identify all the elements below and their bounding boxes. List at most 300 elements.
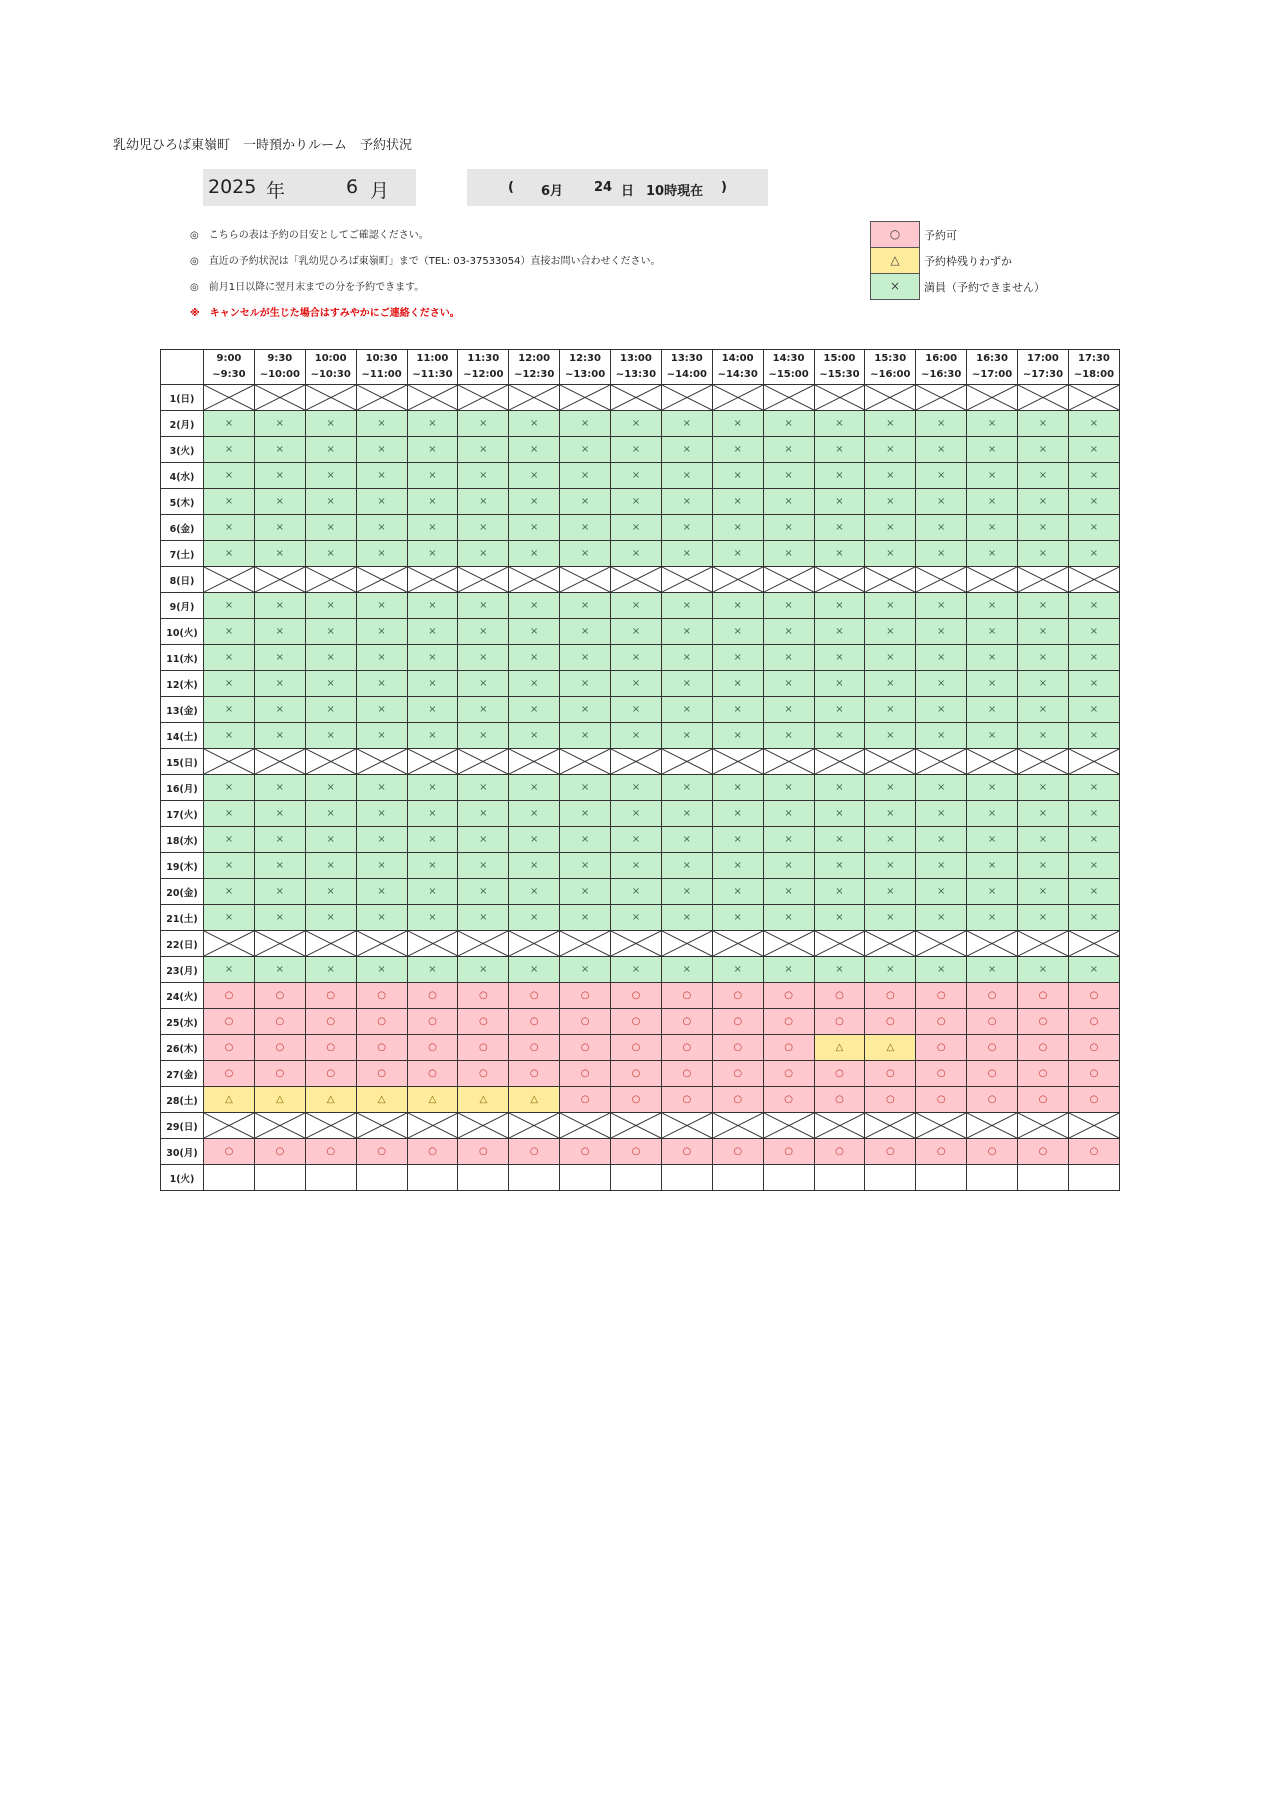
day-row: [161, 437, 1120, 463]
time-slot-start: 11:30: [467, 353, 500, 364]
slot-available: ○: [407, 1139, 458, 1165]
closed-cross-icon: [204, 385, 254, 410]
slot-available: ○: [814, 1009, 865, 1035]
slot-full: ×: [305, 827, 356, 853]
slot-full: ×: [356, 775, 407, 801]
slot-closed: [509, 1113, 560, 1139]
slot-full: ×: [1068, 463, 1119, 489]
slot-closed: [204, 749, 255, 775]
slot-available: ○: [1018, 1035, 1069, 1061]
slot-full: ×: [916, 879, 967, 905]
closed-cross-icon: [255, 1113, 305, 1138]
time-slot-start: 12:00: [518, 353, 551, 364]
slot-blank: [916, 1165, 967, 1191]
slot-full: ×: [458, 619, 509, 645]
slot-available: ○: [661, 1009, 712, 1035]
slot-available: ○: [560, 1139, 611, 1165]
closed-cross-icon: [1018, 567, 1068, 592]
slot-full: ×: [967, 619, 1018, 645]
slot-closed: [865, 931, 916, 957]
slot-full: ×: [865, 905, 916, 931]
time-slot-header: [814, 350, 865, 385]
slot-full: ×: [661, 463, 712, 489]
day-label: 20(金): [161, 879, 204, 905]
slot-blank: [814, 1165, 865, 1191]
slot-blank: [356, 1165, 407, 1191]
slot-full: ×: [967, 853, 1018, 879]
slot-full: ×: [814, 723, 865, 749]
day-row: [161, 697, 1120, 723]
slot-full: ×: [560, 905, 611, 931]
slot-full: ×: [254, 437, 305, 463]
slot-full: ×: [611, 671, 662, 697]
slot-full: ×: [712, 827, 763, 853]
slot-available: ○: [865, 1139, 916, 1165]
closed-cross-icon: [306, 1113, 356, 1138]
slot-full: ×: [560, 489, 611, 515]
note-item: ◎ こちらの表は予約の目安としてご確認ください。: [190, 230, 429, 241]
slot-available: ○: [814, 1061, 865, 1087]
closed-cross-icon: [967, 749, 1017, 774]
slot-closed: [814, 1113, 865, 1139]
slot-available: ○: [305, 1035, 356, 1061]
slot-closed: [1018, 385, 1069, 411]
slot-closed: [204, 1113, 255, 1139]
slot-full: ×: [967, 905, 1018, 931]
slot-closed: [814, 931, 865, 957]
closed-cross-icon: [255, 567, 305, 592]
slot-full: ×: [1018, 515, 1069, 541]
slot-full: ×: [560, 671, 611, 697]
slot-full: ×: [407, 671, 458, 697]
slot-closed: [1068, 385, 1119, 411]
closed-cross-icon: [967, 385, 1017, 410]
slot-full: ×: [356, 671, 407, 697]
slot-full: ×: [356, 723, 407, 749]
day-label: 22(日): [161, 931, 204, 957]
closed-cross-icon: [1018, 385, 1068, 410]
time-slot-end: ~14:30: [717, 369, 758, 380]
time-slot-header: [356, 350, 407, 385]
closed-cross-icon: [306, 931, 356, 956]
slot-full: ×: [967, 957, 1018, 983]
slot-full: ×: [814, 541, 865, 567]
slot-full: ×: [967, 801, 1018, 827]
slot-full: ×: [458, 463, 509, 489]
slot-full: ×: [967, 515, 1018, 541]
slot-blank: [305, 1165, 356, 1191]
slot-full: ×: [1018, 697, 1069, 723]
closed-cross-icon: [408, 931, 458, 956]
slot-closed: [712, 931, 763, 957]
closed-cross-icon: [815, 385, 865, 410]
year-value: 2025: [208, 176, 257, 198]
slot-few-left: △: [407, 1087, 458, 1113]
slot-available: ○: [204, 1009, 255, 1035]
day-row: [161, 931, 1120, 957]
slot-full: ×: [712, 463, 763, 489]
slot-full: ×: [458, 879, 509, 905]
slot-full: ×: [661, 853, 712, 879]
slot-closed: [509, 385, 560, 411]
slot-full: ×: [1018, 723, 1069, 749]
slot-full: ×: [305, 697, 356, 723]
slot-full: ×: [1018, 853, 1069, 879]
day-label: 29(日): [161, 1113, 204, 1139]
slot-full: ×: [254, 827, 305, 853]
day-row: [161, 1165, 1120, 1191]
slot-full: ×: [254, 619, 305, 645]
slot-full: ×: [661, 619, 712, 645]
closed-cross-icon: [255, 931, 305, 956]
slot-available: ○: [407, 1061, 458, 1087]
slot-available: ○: [611, 983, 662, 1009]
closed-cross-icon: [204, 749, 254, 774]
slot-blank: [865, 1165, 916, 1191]
slot-blank: [763, 1165, 814, 1191]
slot-full: ×: [305, 723, 356, 749]
slot-full: ×: [254, 905, 305, 931]
slot-full: ×: [814, 645, 865, 671]
slot-full: ×: [611, 411, 662, 437]
slot-available: ○: [611, 1061, 662, 1087]
slot-full: ×: [204, 775, 255, 801]
time-slot-start: 17:00: [1027, 353, 1059, 364]
slot-available: ○: [407, 983, 458, 1009]
time-slot-header: [916, 350, 967, 385]
slot-full: ×: [865, 593, 916, 619]
closed-cross-icon: [916, 1113, 966, 1138]
slot-full: ×: [916, 541, 967, 567]
slot-full: ×: [661, 437, 712, 463]
slot-available: ○: [1018, 1087, 1069, 1113]
slot-full: ×: [763, 619, 814, 645]
slot-closed: [763, 749, 814, 775]
slot-available: ○: [305, 1061, 356, 1087]
slot-closed: [305, 931, 356, 957]
slot-closed: [305, 749, 356, 775]
slot-full: ×: [661, 671, 712, 697]
slot-few-left: △: [204, 1087, 255, 1113]
slot-available: ○: [916, 1087, 967, 1113]
slot-full: ×: [712, 879, 763, 905]
closed-cross-icon: [509, 1113, 559, 1138]
closed-cross-icon: [458, 931, 508, 956]
slot-closed: [916, 931, 967, 957]
slot-full: ×: [356, 489, 407, 515]
closed-cross-icon: [662, 749, 712, 774]
slot-full: ×: [1068, 619, 1119, 645]
slot-closed: [1018, 1113, 1069, 1139]
slot-full: ×: [611, 879, 662, 905]
slot-full: ×: [916, 619, 967, 645]
slot-available: ○: [560, 1087, 611, 1113]
slot-full: ×: [458, 697, 509, 723]
slot-full: ×: [712, 801, 763, 827]
slot-available: ○: [916, 1035, 967, 1061]
slot-full: ×: [407, 957, 458, 983]
slot-full: ×: [560, 645, 611, 671]
slot-full: ×: [305, 489, 356, 515]
slot-full: ×: [204, 619, 255, 645]
day-label: 15(日): [161, 749, 204, 775]
slot-available: ○: [509, 1035, 560, 1061]
slot-full: ×: [407, 541, 458, 567]
slot-available: ○: [916, 1009, 967, 1035]
slot-full: ×: [916, 801, 967, 827]
slot-closed: [356, 1113, 407, 1139]
day-row: [161, 1087, 1120, 1113]
slot-closed: [916, 385, 967, 411]
slot-full: ×: [611, 593, 662, 619]
slot-closed: [661, 1113, 712, 1139]
slot-full: ×: [560, 515, 611, 541]
slot-full: ×: [407, 853, 458, 879]
slot-available: ○: [254, 1061, 305, 1087]
slot-full: ×: [814, 827, 865, 853]
slot-closed: [712, 749, 763, 775]
slot-closed: [865, 385, 916, 411]
slot-full: ×: [305, 957, 356, 983]
day-label: 17(火): [161, 801, 204, 827]
slot-full: ×: [661, 489, 712, 515]
day-label: 6(金): [161, 515, 204, 541]
slot-closed: [712, 1113, 763, 1139]
day-label: 16(月): [161, 775, 204, 801]
slot-closed: [509, 749, 560, 775]
day-label: 1(日): [161, 385, 204, 411]
slot-full: ×: [560, 801, 611, 827]
slot-full: ×: [356, 957, 407, 983]
time-slot-header: [611, 350, 662, 385]
slot-full: ×: [967, 437, 1018, 463]
closed-cross-icon: [560, 1113, 610, 1138]
closed-cross-icon: [967, 567, 1017, 592]
as-of-day-label: 日: [621, 184, 635, 199]
slot-available: ○: [1018, 1009, 1069, 1035]
day-row: [161, 1113, 1120, 1139]
slot-full: ×: [458, 645, 509, 671]
slot-full: ×: [916, 515, 967, 541]
day-row: [161, 879, 1120, 905]
closed-cross-icon: [1018, 749, 1068, 774]
slot-full: ×: [204, 957, 255, 983]
closed-cross-icon: [967, 931, 1017, 956]
slot-available: ○: [814, 983, 865, 1009]
day-label: 26(木): [161, 1035, 204, 1061]
slot-full: ×: [661, 541, 712, 567]
slot-full: ×: [712, 905, 763, 931]
time-slot-start: 15:00: [823, 353, 856, 364]
time-slot-start: 16:00: [925, 353, 958, 364]
slot-full: ×: [1068, 515, 1119, 541]
time-slot-start: 17:30: [1078, 353, 1110, 364]
time-slot-header: [865, 350, 916, 385]
slot-full: ×: [712, 489, 763, 515]
slot-full: ×: [204, 437, 255, 463]
slot-few-left: △: [305, 1087, 356, 1113]
time-slot-start: 11:00: [416, 353, 449, 364]
slot-available: ○: [458, 1009, 509, 1035]
slot-full: ×: [407, 489, 458, 515]
time-slot-end: ~9:30: [212, 369, 246, 380]
closed-cross-icon: [357, 385, 407, 410]
slot-available: ○: [814, 1087, 865, 1113]
slot-closed: [305, 567, 356, 593]
day-label: 12(木): [161, 671, 204, 697]
slot-full: ×: [509, 437, 560, 463]
slot-closed: [916, 1113, 967, 1139]
slot-available: ○: [509, 983, 560, 1009]
slot-full: ×: [407, 411, 458, 437]
closed-cross-icon: [306, 749, 356, 774]
closed-cross-icon: [713, 749, 763, 774]
slot-full: ×: [407, 775, 458, 801]
as-of-month: 6月: [541, 184, 564, 199]
slot-full: ×: [204, 593, 255, 619]
time-slot-header: [712, 350, 763, 385]
slot-closed: [661, 567, 712, 593]
slot-full: ×: [916, 671, 967, 697]
slot-full: ×: [1068, 827, 1119, 853]
slot-full: ×: [356, 541, 407, 567]
legend-item-full: [870, 273, 1090, 300]
slot-full: ×: [661, 905, 712, 931]
time-slot-start: 14:00: [721, 353, 754, 364]
slot-full: ×: [611, 541, 662, 567]
day-label: 4(水): [161, 463, 204, 489]
slot-closed: [458, 567, 509, 593]
slot-full: ×: [254, 853, 305, 879]
slot-available: ○: [254, 1035, 305, 1061]
slot-full: ×: [967, 879, 1018, 905]
slot-available: ○: [661, 983, 712, 1009]
legend-label: 満員（予約できません）: [924, 281, 1045, 294]
slot-closed: [1068, 931, 1119, 957]
slot-closed: [763, 1113, 814, 1139]
closed-cross-icon: [306, 385, 356, 410]
slot-full: ×: [305, 801, 356, 827]
slot-available: ○: [763, 1139, 814, 1165]
slot-full: ×: [712, 515, 763, 541]
slot-available: ○: [254, 1009, 305, 1035]
slot-full: ×: [916, 645, 967, 671]
slot-available: ○: [712, 1009, 763, 1035]
year-label: 年: [266, 180, 286, 202]
day-row: [161, 1035, 1120, 1061]
slot-full: ×: [1068, 437, 1119, 463]
closed-cross-icon: [764, 385, 814, 410]
slot-available: ○: [967, 983, 1018, 1009]
day-label: 27(金): [161, 1061, 204, 1087]
slot-available: ○: [865, 1009, 916, 1035]
slot-closed: [458, 1113, 509, 1139]
closed-cross-icon: [204, 1113, 254, 1138]
slot-available: ○: [356, 983, 407, 1009]
day-row: [161, 645, 1120, 671]
slot-full: ×: [814, 879, 865, 905]
slot-full: ×: [865, 775, 916, 801]
slot-closed: [712, 385, 763, 411]
time-slot-start: 14:30: [772, 353, 805, 364]
slot-full: ×: [1018, 827, 1069, 853]
slot-full: ×: [254, 515, 305, 541]
slot-full: ×: [865, 645, 916, 671]
time-slot-start: 16:30: [976, 353, 1008, 364]
slot-full: ×: [1018, 775, 1069, 801]
slot-available: ○: [204, 1061, 255, 1087]
slot-available: ○: [204, 983, 255, 1009]
slot-closed: [1068, 1113, 1119, 1139]
day-label: 5(木): [161, 489, 204, 515]
slot-full: ×: [763, 723, 814, 749]
slot-full: ×: [967, 411, 1018, 437]
slot-full: ×: [1018, 593, 1069, 619]
slot-available: ○: [560, 983, 611, 1009]
slot-available: ○: [865, 1087, 916, 1113]
slot-full: ×: [1068, 697, 1119, 723]
day-label: 21(土): [161, 905, 204, 931]
slot-full: ×: [204, 723, 255, 749]
slot-blank: [407, 1165, 458, 1191]
time-slot-end: ~12:30: [514, 369, 555, 380]
slot-full: ×: [305, 619, 356, 645]
day-label: 10(火): [161, 619, 204, 645]
slot-available: ○: [967, 1009, 1018, 1035]
slot-available: ○: [560, 1035, 611, 1061]
cancel-note: ※ キャンセルが生じた場合はすみやかにご連絡ください。: [190, 308, 460, 319]
slot-full: ×: [204, 411, 255, 437]
slot-full: ×: [458, 671, 509, 697]
slot-full: ×: [661, 593, 712, 619]
closed-cross-icon: [1069, 385, 1119, 410]
time-slot-start: 10:30: [365, 353, 398, 364]
slot-few-left: △: [814, 1035, 865, 1061]
slot-full: ×: [305, 463, 356, 489]
slot-closed: [611, 567, 662, 593]
day-row: [161, 801, 1120, 827]
closed-cross-icon: [815, 749, 865, 774]
slot-closed: [967, 749, 1018, 775]
day-row: [161, 749, 1120, 775]
slot-available: ○: [661, 1061, 712, 1087]
slot-full: ×: [560, 437, 611, 463]
slot-full: ×: [916, 437, 967, 463]
slot-closed: [204, 385, 255, 411]
time-slot-end: ~13:30: [615, 369, 657, 380]
slot-full: ×: [560, 957, 611, 983]
closed-cross-icon: [662, 385, 712, 410]
slot-available: ○: [356, 1009, 407, 1035]
closed-cross-icon: [662, 567, 712, 592]
slot-full: ×: [1068, 645, 1119, 671]
closed-cross-icon: [560, 931, 610, 956]
slot-full: ×: [305, 905, 356, 931]
slot-available: ○: [1018, 983, 1069, 1009]
slot-full: ×: [1018, 905, 1069, 931]
slot-available: ○: [916, 1061, 967, 1087]
closed-cross-icon: [611, 749, 661, 774]
time-slot-end: ~17:30: [1022, 369, 1064, 380]
slot-closed: [254, 749, 305, 775]
slot-full: ×: [763, 801, 814, 827]
slot-available: ○: [661, 1139, 712, 1165]
slot-closed: [814, 567, 865, 593]
slot-full: ×: [356, 879, 407, 905]
slot-available: ○: [865, 1061, 916, 1087]
slot-full: ×: [560, 541, 611, 567]
closed-cross-icon: [713, 1113, 763, 1138]
